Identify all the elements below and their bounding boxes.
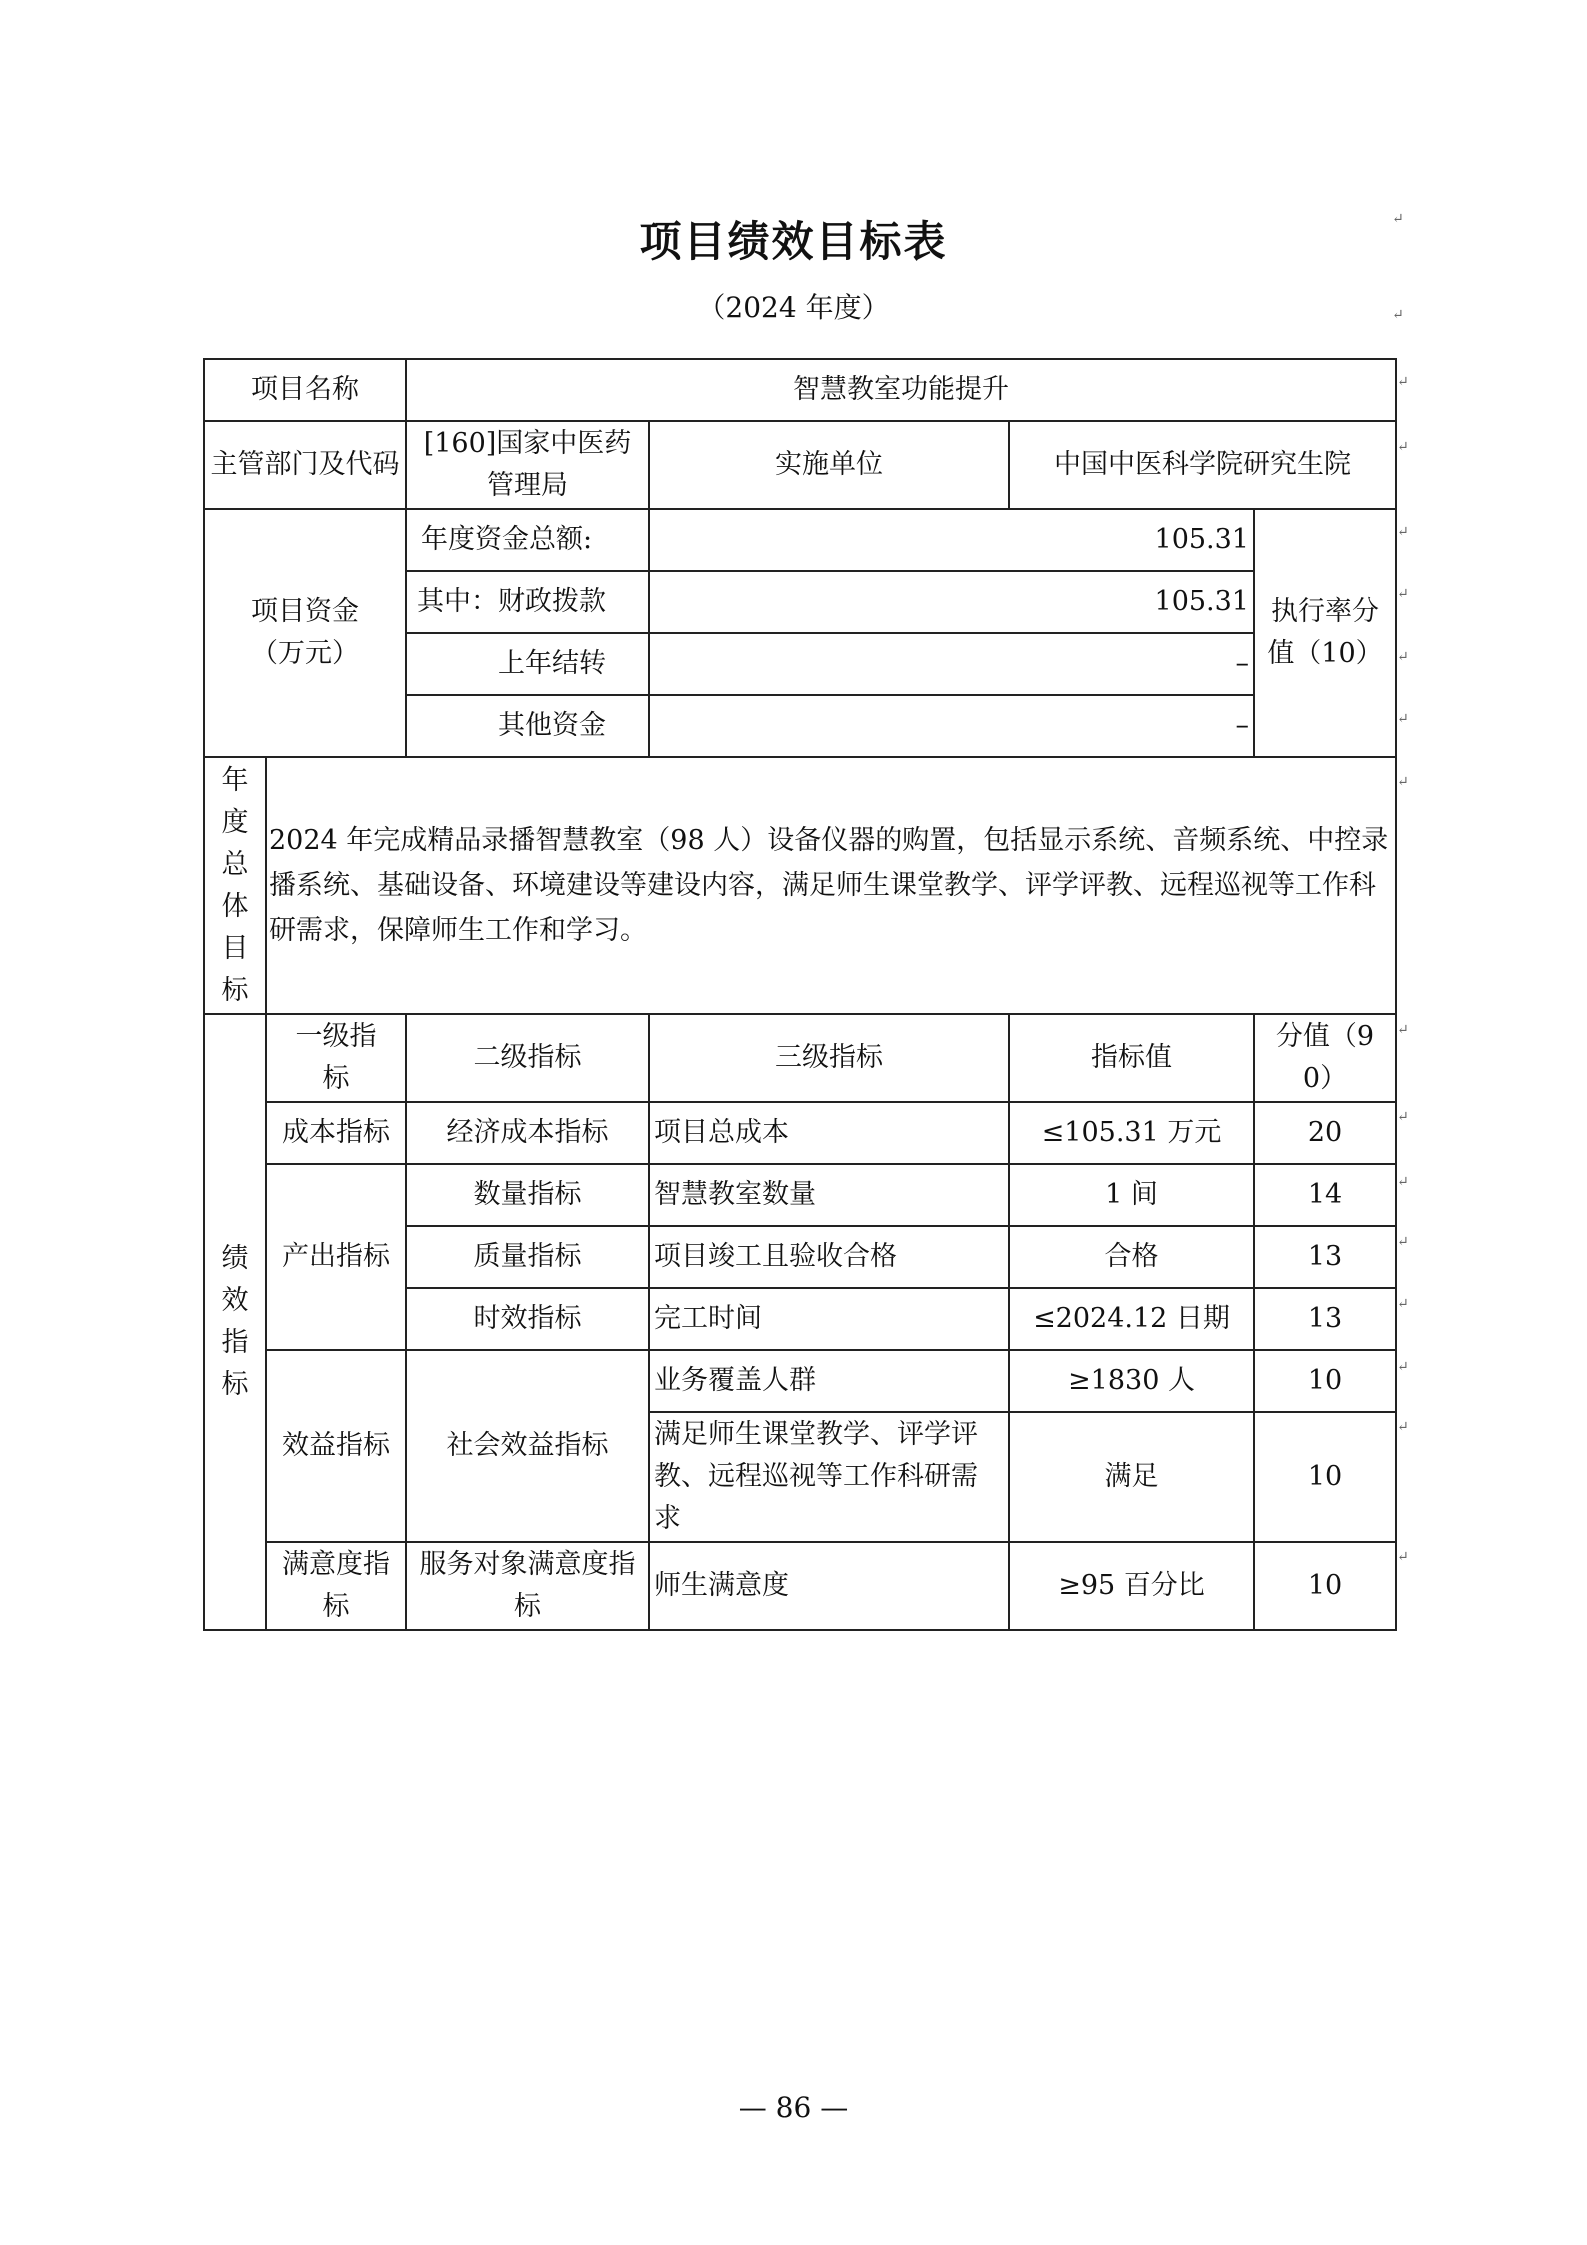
annual-goal-text: 2024 年完成精品录播智慧教室（98 人）设备仪器的购置，包括显示系统、音频系统、中控录播系统、基础设备、环境建设等建设内容，满足师生课堂教学、评学评教、远程巡视等工作科研需求，保障师生工作和学习。 [266, 757, 1396, 1014]
output-score: 13 [1254, 1226, 1396, 1288]
output-level2: 质量指标 [406, 1226, 649, 1288]
department-value: [160]国家中医药管理局 [406, 421, 649, 509]
paragraph-mark-icon: ↵ [1397, 586, 1409, 602]
indicators-section-label-text: 绩效指标 [221, 1243, 249, 1400]
annual-goal-label-text: 年度总体目标 [221, 764, 249, 1006]
paragraph-mark-icon: ↵ [1397, 1549, 1409, 1565]
output-value: 1 间 [1009, 1164, 1254, 1226]
row-department [204, 421, 1396, 509]
benefit-level3: 业务覆盖人群 [649, 1350, 1009, 1412]
funds-label: 项目资金（万元） [204, 509, 406, 757]
header-level1: 一级指标 [266, 1014, 406, 1102]
paragraph-mark-icon: ↵ [1397, 1022, 1409, 1038]
paragraph-mark-icon: ↵ [1397, 1419, 1409, 1435]
output-level3: 项目竣工且验收合格 [649, 1226, 1009, 1288]
paragraph-mark-icon: ↵ [1397, 774, 1409, 790]
paragraph-mark-icon: ↵ [1397, 439, 1409, 455]
paragraph-mark-icon: ↵ [1392, 211, 1404, 227]
benefit-value: 满足 [1009, 1412, 1254, 1542]
satisfaction-level2: 服务对象满意度指标 [406, 1542, 649, 1630]
paragraph-mark-icon: ↵ [1397, 1296, 1409, 1312]
paragraph-mark-icon: ↵ [1397, 374, 1409, 390]
row-project-name [204, 359, 1396, 421]
cost-level3: 项目总成本 [649, 1102, 1009, 1164]
benefit-level2: 社会效益指标 [406, 1350, 649, 1542]
paragraph-mark-icon: ↵ [1397, 711, 1409, 727]
funds-other-label: 其他资金 [406, 695, 649, 757]
funds-fiscal-label: 其中：财政拨款 [406, 571, 649, 633]
table-row [204, 1102, 1396, 1164]
paragraph-mark-icon: ↵ [1392, 307, 1404, 323]
table-row [204, 1350, 1396, 1412]
paragraph-mark-icon: ↵ [1397, 1234, 1409, 1250]
funds-total-label: 年度资金总额: [406, 509, 649, 571]
row-funds-total [204, 509, 1396, 571]
satisfaction-score: 10 [1254, 1542, 1396, 1630]
benefit-score: 10 [1254, 1350, 1396, 1412]
project-name-label: 项目名称 [204, 359, 406, 421]
output-level3: 完工时间 [649, 1288, 1009, 1350]
execution-rate-label: 执行率分值（10） [1254, 509, 1396, 757]
funds-fiscal-value: 105.31 [649, 571, 1254, 633]
output-value: 合格 [1009, 1226, 1254, 1288]
benefit-level1: 效益指标 [266, 1350, 406, 1542]
header-level3: 三级指标 [649, 1014, 1009, 1102]
output-score: 13 [1254, 1288, 1396, 1350]
funds-other-value: – [649, 695, 1254, 757]
table-row [204, 1542, 1396, 1630]
department-label: 主管部门及代码 [204, 421, 406, 509]
paragraph-mark-icon: ↵ [1397, 1109, 1409, 1125]
page-title: 项目绩效目标表 [639, 217, 948, 266]
row-annual-goal [204, 757, 1396, 1014]
output-level2: 时效指标 [406, 1288, 649, 1350]
indicators-section-label [204, 1014, 266, 1630]
annual-goal-label [204, 757, 266, 1014]
benefit-value: ≥1830 人 [1009, 1350, 1254, 1412]
output-level1: 产出指标 [266, 1164, 406, 1350]
project-name-value: 智慧教室功能提升 [406, 359, 1396, 421]
paragraph-mark-icon: ↵ [1397, 524, 1409, 540]
satisfaction-value: ≥95 百分比 [1009, 1542, 1254, 1630]
cost-level2: 经济成本指标 [406, 1102, 649, 1164]
satisfaction-level3: 师生满意度 [649, 1542, 1009, 1630]
header-score: 分值（90） [1254, 1014, 1396, 1102]
implementing-unit-value: 中国中医科学院研究生院 [1009, 421, 1396, 509]
output-level3: 智慧教室数量 [649, 1164, 1009, 1226]
output-value: ≤2024.12 日期 [1009, 1288, 1254, 1350]
benefit-score: 10 [1254, 1412, 1396, 1542]
header-level2: 二级指标 [406, 1014, 649, 1102]
page-number: — 86 — [738, 2091, 849, 2124]
funds-total-value: 105.31 [649, 509, 1254, 571]
row-indicator-headers [204, 1014, 1396, 1102]
implementing-unit-label: 实施单位 [649, 421, 1009, 509]
header-value: 指标值 [1009, 1014, 1254, 1102]
paragraph-mark-icon: ↵ [1397, 1359, 1409, 1375]
funds-carryover-label: 上年结转 [406, 633, 649, 695]
cost-level1: 成本指标 [266, 1102, 406, 1164]
funds-carryover-value: – [649, 633, 1254, 695]
paragraph-mark-icon: ↵ [1397, 649, 1409, 665]
benefit-level3: 满足师生课堂教学、评学评教、远程巡视等工作科研需求 [649, 1412, 1009, 1542]
table-row [204, 1164, 1396, 1226]
cost-value: ≤105.31 万元 [1009, 1102, 1254, 1164]
performance-target-table [203, 358, 1397, 1631]
cost-score: 20 [1254, 1102, 1396, 1164]
page-subtitle: （2024 年度） [697, 291, 890, 324]
satisfaction-level1: 满意度指标 [266, 1542, 406, 1630]
output-level2: 数量指标 [406, 1164, 649, 1226]
output-score: 14 [1254, 1164, 1396, 1226]
paragraph-mark-icon: ↵ [1397, 1174, 1409, 1190]
